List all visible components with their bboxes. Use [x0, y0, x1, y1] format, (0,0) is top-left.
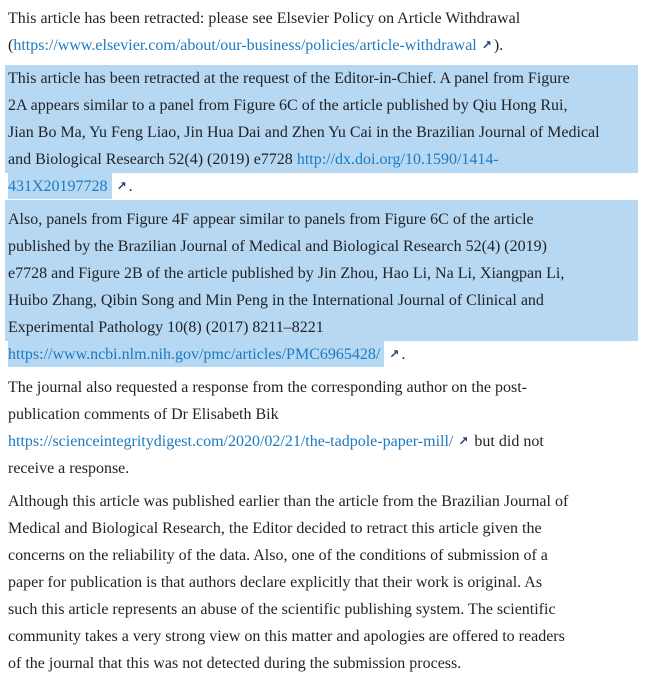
paragraph-line [8, 260, 638, 287]
paragraph-line [8, 146, 638, 173]
body-text: receive a response. [8, 460, 130, 477]
body-text: 2A appears similar to a panel from Figure 6C of the article published by Qiu Hong Rui, [8, 97, 568, 114]
body-text: Huibo Zhang, Qibin Song and Min Peng in the International Journal of Clinical and [8, 292, 544, 309]
body-text: ( [8, 37, 14, 54]
external-link-icon[interactable]: ↗ [456, 428, 470, 455]
doi-link-part1[interactable]: http://dx.doi.org/10.1590/1414- [296, 151, 499, 168]
external-link-icon[interactable]: ↗ [480, 32, 494, 59]
body-text: e7728 and Figure 2B of the article published by Jin Zhou, Hao Li, Na Li, Xiangpan Li, [8, 265, 565, 282]
external-link-icon[interactable]: ↗ [115, 173, 129, 200]
body-text: but did not [470, 433, 544, 450]
doi-link-part2[interactable]: 431X20197728 [8, 178, 108, 195]
paragraph-line-partial [5, 173, 638, 200]
paragraph-line [8, 401, 638, 428]
pmc-article-link[interactable]: https://www.ncbi.nlm.nih.gov/pmc/articles/PMC6965428/ [8, 346, 381, 363]
paragraph-line [8, 455, 638, 482]
science-integrity-digest-link[interactable]: https://scienceintegritydigest.com/2020/02/21/the-tadpole-paper-mill/ [8, 433, 454, 450]
author-response-paragraph [8, 374, 638, 482]
paragraph-line [8, 488, 638, 515]
body-text: published by the Brazilian Journal of Medical and Biological Research 52(4) (2019) [8, 238, 547, 255]
body-text: concerns on the reliability of the data. Also, one of the conditions of submission of a [8, 547, 548, 564]
paragraph-line [8, 65, 638, 92]
body-text: Jian Bo Ma, Yu Feng Liao, Jin Hua Dai and Zhen Yu Cai in the Brazilian Journal of Medical [8, 124, 600, 141]
body-text: This article has been retracted: please see Elsevier Policy on Article Withdrawal [8, 10, 521, 27]
highlighted-text [8, 341, 384, 367]
retraction-reason-paragraph [8, 65, 638, 200]
paragraph-line [8, 206, 638, 233]
text-selection-highlight [5, 65, 638, 368]
paragraph-line [8, 233, 638, 260]
body-text: Also, panels from Figure 4F appear similar to panels from Figure 6C of the article [8, 211, 534, 228]
withdrawal-policy-paragraph [8, 5, 638, 59]
body-text: . [401, 346, 406, 363]
paragraph-line [8, 650, 638, 677]
paragraph-line [8, 314, 638, 341]
paragraph-line [8, 119, 638, 146]
paragraph-line [8, 569, 638, 596]
body-text: This article has been retracted at the request of the Editor-in-Chief. A panel from Figure [8, 70, 570, 87]
paragraph-line [8, 5, 638, 32]
body-text: The journal also requested a response from the corresponding author on the post- [8, 379, 527, 396]
body-text: . [128, 178, 133, 195]
additional-findings-paragraph [8, 206, 638, 368]
body-text: community takes a very strong view on this matter and apologies are offered to readers [8, 628, 565, 645]
body-text: publication comments of Dr Elisabeth Bik [8, 406, 279, 423]
body-text: such this article represents an abuse of the scientific publishing system. The scientific [8, 601, 556, 618]
body-text: of the journal that this was not detected during the submission process. [8, 655, 462, 672]
paragraph-line [8, 287, 638, 314]
retraction-notice [8, 5, 638, 677]
paragraph-line [8, 515, 638, 542]
paragraph-line [8, 428, 638, 455]
body-text: ). [493, 37, 504, 54]
body-text: paper for publication is that authors declare explicitly that their work is original. As [8, 574, 543, 591]
paragraph-line [8, 32, 638, 59]
body-text: Medical and Biological Research, the Editor decided to retract this article given the [8, 520, 542, 537]
paragraph-line [8, 623, 638, 650]
body-text: and Biological Research 52(4) (2019) e7728 [8, 151, 297, 168]
elsevier-policy-link[interactable]: https://www.elsevier.com/about/our-business/policies/article-withdrawal [13, 37, 477, 54]
paragraph-line [8, 542, 638, 569]
highlighted-text [8, 173, 112, 199]
paragraph-line [8, 374, 638, 401]
paragraph-line-partial [5, 341, 638, 368]
paragraph-line [8, 92, 638, 119]
paragraph-line [8, 596, 638, 623]
external-link-icon[interactable]: ↗ [387, 341, 401, 368]
body-text: Although this article was published earlier than the article from the Brazilian Journal of [8, 493, 569, 510]
editor-decision-paragraph [8, 488, 638, 677]
body-text: Experimental Pathology 10(8) (2017) 8211–8221 [8, 319, 324, 336]
